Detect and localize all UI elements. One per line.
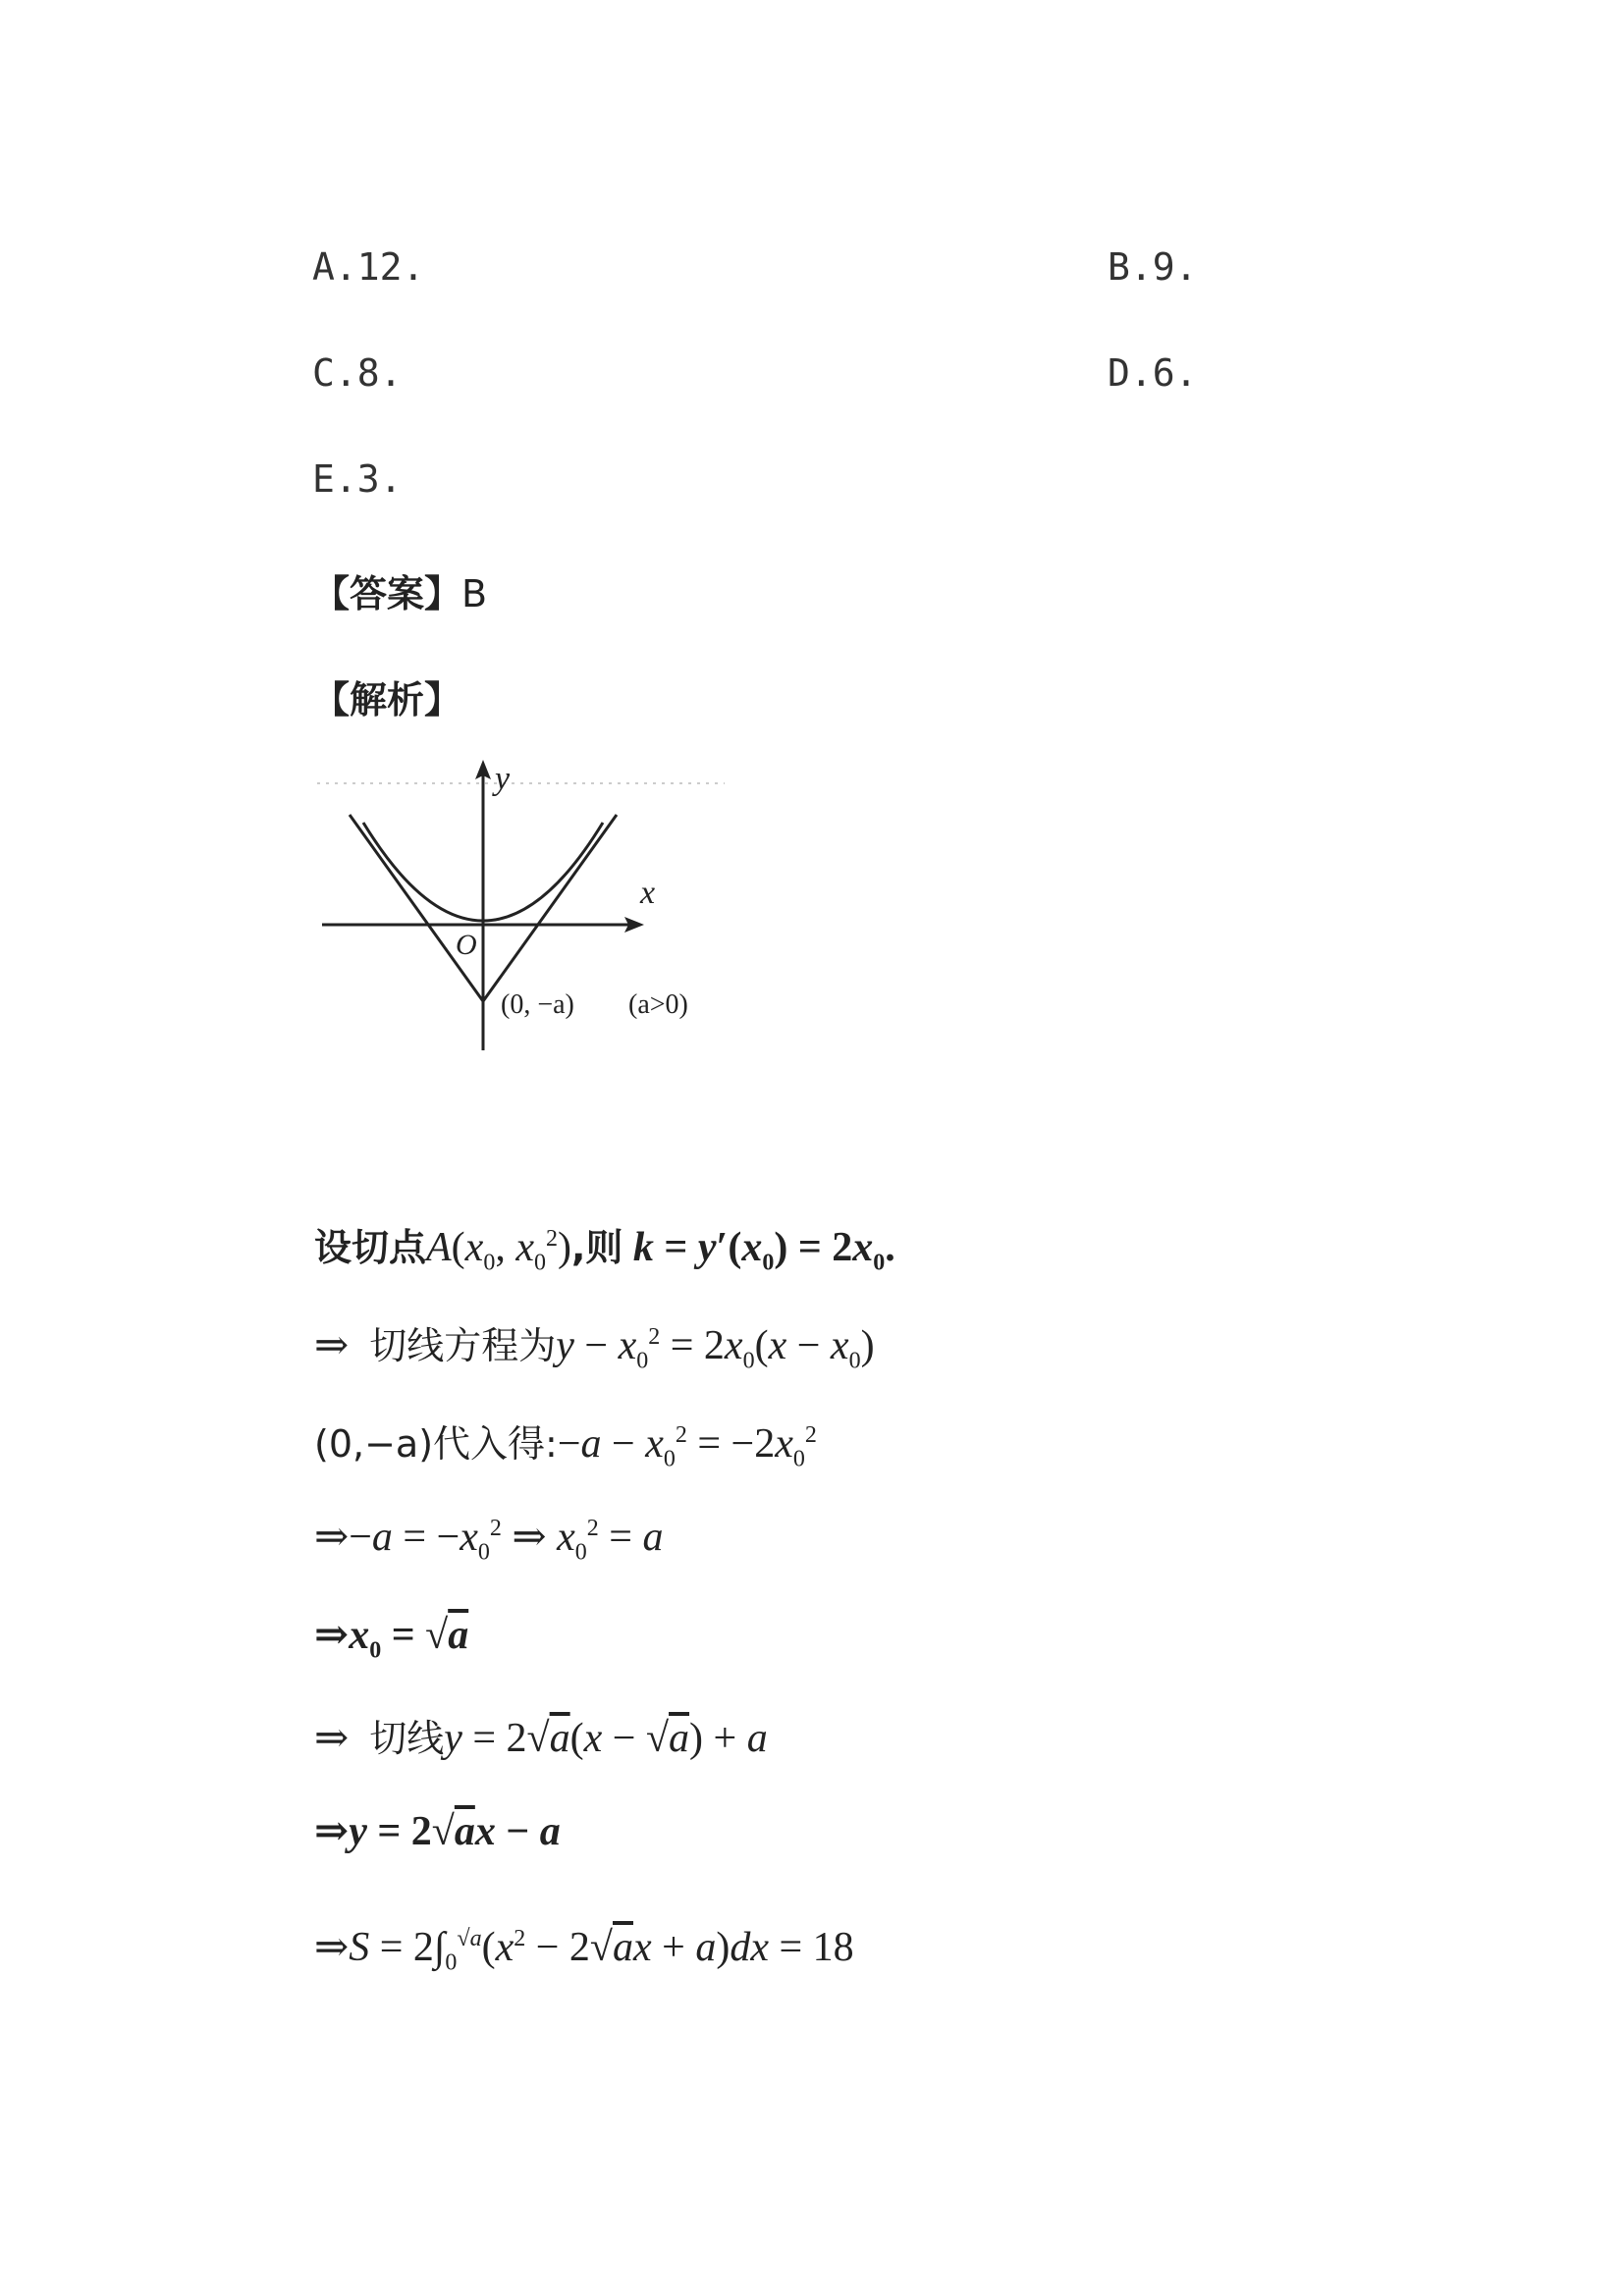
condition-label: (a>0) (628, 989, 688, 1020)
choice-b: B.9. (1108, 245, 1198, 289)
step-8: ⇒S = $2\int_0^{√a}(x^2 - 2√ax + a)dx = 18$ (314, 1925, 854, 1976)
choice-d: D.6. (1108, 351, 1198, 395)
step-5: $\Rightarrow x_0 = √a$ (314, 1613, 469, 1664)
tangent-line-right (483, 815, 617, 1001)
parabola-tangent-figure (312, 756, 734, 1060)
origin-label: O (456, 929, 477, 961)
step-4: ⇒−a = $-x_0^2$ ⇒ $x_0^2 = a$ (314, 1515, 664, 1566)
answer-label: 【答案】 (312, 572, 462, 615)
point-label: (0, −a) (501, 989, 574, 1020)
step-3: (0,−a)代入得:−a − $x_0^2 = -2x_0^2$ (314, 1421, 817, 1472)
analysis-label: 【解析】 (312, 678, 462, 721)
integral-result: 18 (812, 1925, 854, 1970)
choice-e: E.3. (312, 457, 403, 501)
step-7: ⇒y = 2√ax − a (314, 1809, 561, 1854)
x-axis-label: x (640, 875, 656, 911)
answer-line (312, 563, 487, 617)
y-axis-label: y (495, 761, 511, 797)
choice-c: C.8. (312, 351, 403, 395)
step-2: ⇒ 切线方程为$y - x_0^2 = 2x_0(x - x_0)$ (314, 1323, 875, 1374)
tangent-line-left (350, 815, 483, 1001)
step-1: 设切点$A(x_0$, $x_0^2$),则 $k = y'(x_0) = 2x_0$. (314, 1225, 895, 1276)
answer-value: B (461, 572, 488, 615)
step-6: ⇒ 切线y = 2√a(x − √a) + a (314, 1716, 768, 1761)
choice-a: A.12. (312, 245, 425, 289)
